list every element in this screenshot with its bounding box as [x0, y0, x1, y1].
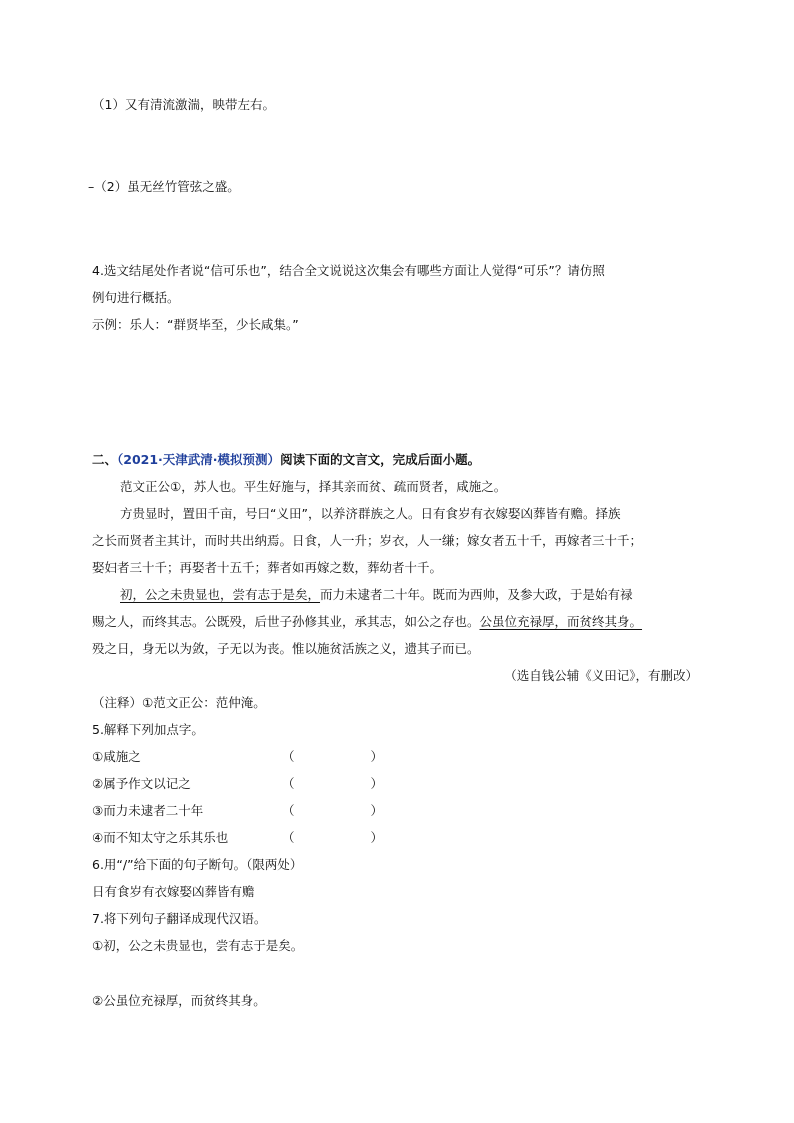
question-5-item-4: ④而不知太守之乐其乐也: [92, 830, 229, 845]
passage-paragraph-2-line-3: 娶妇者三十千；再娶者十五千；葬者如再嫁之数，葬幼者十千。: [92, 560, 443, 575]
answer-blank-4[interactable]: （ ）: [282, 830, 384, 845]
question-3-item-2: –（2）虽无丝竹管弦之盛。: [88, 179, 240, 194]
underlined-sentence-1: 初，公之未贵显也，尝有志于是矣，: [120, 587, 321, 602]
passage-note: （注释）①范文正公：范仲淹。: [92, 695, 266, 710]
question-7-item-2: ②公虽位充禄厚，而贫终其身。: [92, 993, 266, 1008]
question-7-title: 7.将下列句子翻译成现代汉语。: [92, 911, 267, 926]
section-prefix: 二、: [92, 452, 118, 467]
passage-paragraph-2-line-1: 方贵显时，置田千亩，号曰“义田”，以养济群族之人。日有食岁有衣嫁娶凶葬皆有赡。择族: [120, 506, 621, 521]
question-5-title: 5.解释下列加点字。: [92, 722, 204, 737]
answer-blank-3[interactable]: （ ）: [282, 803, 384, 818]
question-3-item-1: （1）又有清流激湍，映带左右。: [92, 97, 275, 112]
passage-text: 赐之人，而终其志。公既殁，后世子孙修其业，承其志，如公之存也。: [92, 614, 480, 629]
question-4-line-2: 例句进行概括。: [92, 290, 180, 305]
answer-blank-2[interactable]: （ ）: [282, 776, 384, 791]
section-instruction: 阅读下面的文言文，完成后面小题。: [280, 452, 481, 467]
question-4-example: 示例：乐人：“群贤毕至，少长咸集。”: [92, 317, 299, 332]
passage-paragraph-3-line-1: [120, 586, 633, 604]
passage-paragraph-2-line-2: 之长而贤者主其计，而时共出纳焉。日食，人一升；岁衣，人一缣；嫁女者五十千，再嫁者三十千；: [92, 533, 643, 548]
section-source: （2021·天津武清·模拟预测）: [117, 452, 281, 467]
section-2-title: [92, 451, 480, 469]
answer-blank-1[interactable]: （ ）: [282, 749, 384, 764]
question-6-title: 6.用“/”给下面的句子断句。（限两处）: [92, 857, 303, 872]
passage-citation: （选自钱公辅《义田记》，有删改）: [504, 668, 698, 683]
passage-text: 而力未逮者二十年。既而为西帅，及参大政，于是始有禄: [320, 587, 633, 602]
passage-paragraph-1: 范文正公①，苏人也。平生好施与，择其亲而贫、疏而贤者，咸施之。: [120, 479, 507, 494]
question-5-item-3: ③而力未逮者二十年: [92, 803, 204, 818]
question-5-item-1: ①咸施之: [92, 749, 141, 764]
underlined-sentence-2: 公虽位充禄厚，而贫终其身。: [479, 614, 643, 629]
passage-paragraph-3-line-2: [92, 613, 642, 631]
question-6-sentence: 日有食岁有衣嫁娶凶葬皆有赡: [92, 884, 255, 899]
question-5-item-2: ②属予作文以记之: [92, 776, 191, 791]
question-4-line-1: 4.选文结尾处作者说“信可乐也”，结合全文说说这次集会有哪些方面让人觉得“可乐”？请仿照: [92, 263, 605, 278]
passage-paragraph-3-line-3: 殁之日，身无以为敛，子无以为丧。惟以施贫活族之义，遗其子而已。: [92, 641, 480, 656]
question-7-item-1: ①初，公之未贵显也，尝有志于是矣。: [92, 938, 304, 953]
